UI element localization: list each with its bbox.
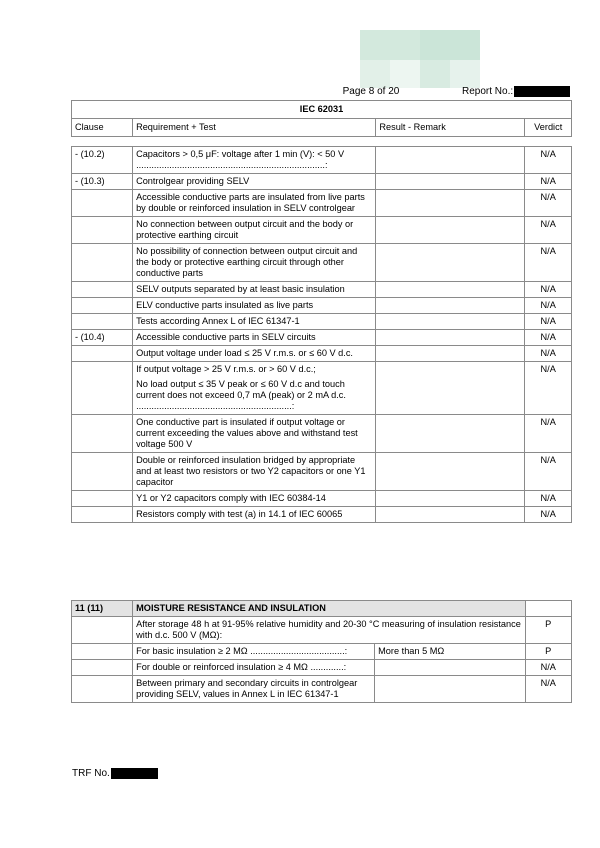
result-cell [376, 298, 525, 314]
requirement-text: One conductive part is insulated if output voltage or current exceeding the values above and withstand test voltage 500 V [136, 417, 358, 449]
table-row [72, 190, 572, 217]
table-row [72, 644, 572, 660]
requirement-cell [133, 676, 375, 703]
watermark-logo [360, 30, 480, 88]
clause-cell [72, 217, 133, 244]
verdict-cell: N/A [525, 174, 572, 190]
requirement-text: For basic insulation ≥ 2 MΩ .....................................: [136, 646, 348, 656]
requirement-text: Accessible conductive parts in SELV circuits [136, 332, 316, 342]
requirement-text: After storage 48 h at 91-95% relative humidity and 20-30 °C measuring of insulation resistance with d.c. 500 V (MΩ): [136, 619, 521, 640]
requirement-text: No possibility of connection between output circuit and the body or protective earthing circuit through other conductive parts [136, 246, 358, 278]
requirement-cell [133, 507, 376, 523]
column-header-clause: Clause [72, 119, 133, 137]
verdict-cell: N/A [525, 507, 572, 523]
verdict-cell: N/A [525, 491, 572, 507]
verdict-cell: N/A [525, 453, 572, 491]
clause-cell [72, 346, 133, 362]
table-title: IEC 62031 [72, 101, 572, 119]
redacted-report-number [514, 86, 570, 97]
clause-cell [72, 453, 133, 491]
clause-cell [72, 676, 133, 703]
clause-cell [72, 415, 133, 453]
requirement-text: If output voltage > 25 V r.m.s. or > 60 V d.c.; [136, 364, 316, 374]
verdict-cell: P [525, 617, 572, 644]
requirement-cell [133, 362, 376, 415]
clause-cell: - (10.3) [72, 174, 133, 190]
result-cell [376, 330, 525, 346]
clause-cell: - (10.2) [72, 147, 133, 174]
requirement-text: No connection between output circuit and the body or protective earthing circuit [136, 219, 354, 240]
clause-cell [72, 362, 133, 415]
requirement-cell [133, 298, 376, 314]
requirement-cell [133, 330, 376, 346]
requirement-text: Capacitors > 0,5 μF: voltage after 1 min (V): < 50 V ..........................................................................: [136, 149, 345, 170]
requirement-text: Accessible conductive parts are insulated from live parts by double or reinforced insulation in SELV controlgear [136, 192, 365, 213]
requirement-text: Double or reinforced insulation bridged by appropriate and at least two resistors or two Y2 capacitors or one Y1 capacitor [136, 455, 366, 487]
section-header-row [72, 601, 572, 617]
requirement-cell [133, 314, 376, 330]
requirement-text: Tests according Annex L of IEC 61347-1 [136, 316, 300, 326]
result-cell: More than 5 MΩ [375, 644, 525, 660]
trf-label: TRF No. [72, 768, 110, 779]
verdict-cell: N/A [525, 147, 572, 174]
verdict-cell: N/A [525, 298, 572, 314]
section-clause: 11 (11) [72, 601, 133, 617]
result-cell [376, 282, 525, 298]
requirement-cell [133, 453, 376, 491]
report-number-label: Report No.: [462, 86, 514, 97]
column-header-result: Result - Remark [376, 119, 525, 137]
requirement-cell [133, 282, 376, 298]
page-header [72, 86, 572, 100]
requirement-text: SELV outputs separated by at least basic insulation [136, 284, 345, 294]
footer-trf [72, 768, 110, 779]
clause-cell [72, 644, 133, 660]
requirement-cell [133, 644, 375, 660]
table-row [72, 415, 572, 453]
requirement-cell [133, 190, 376, 217]
table-row [72, 617, 572, 644]
requirement-text: Resistors comply with test (a) in 14.1 of IEC 60065 [136, 509, 343, 519]
moisture-section-table [71, 600, 572, 703]
result-cell [376, 507, 525, 523]
result-cell [376, 314, 525, 330]
table-row [72, 244, 572, 282]
clause-cell [72, 244, 133, 282]
result-cell [376, 453, 525, 491]
verdict-cell: N/A [525, 330, 572, 346]
clause-cell [72, 507, 133, 523]
table-row [72, 314, 572, 330]
verdict-cell: N/A [525, 415, 572, 453]
requirement-cell [133, 415, 376, 453]
clause-cell [72, 298, 133, 314]
requirement-cell [133, 244, 376, 282]
requirement-text-continued: No load output ≤ 35 V peak or ≤ 60 V d.c and touch current does not exceed 0,7 mA (peak) or 2 mA d.c. .............................................................: [136, 379, 346, 411]
redacted-trf-number [111, 768, 158, 779]
requirement-cell [133, 217, 376, 244]
clause-cell [72, 190, 133, 217]
table-row [72, 660, 572, 676]
result-cell [376, 346, 525, 362]
table-row [72, 507, 572, 523]
result-cell [376, 362, 525, 415]
requirement-cell [133, 617, 525, 644]
table-row [72, 330, 572, 346]
requirement-text: Between primary and secondary circuits in controlgear providing SELV, values in Annex L in IEC 61347-1 [136, 678, 358, 699]
section-title: MOISTURE RESISTANCE AND INSULATION [133, 601, 525, 617]
verdict-cell: N/A [525, 362, 572, 415]
requirement-cell [133, 491, 376, 507]
verdict-cell: N/A [525, 217, 572, 244]
verdict-cell: N/A [525, 346, 572, 362]
requirement-text: Output voltage under load ≤ 25 V r.m.s. or ≤ 60 V d.c. [136, 348, 353, 358]
result-cell [376, 244, 525, 282]
result-cell [376, 147, 525, 174]
table-row [72, 174, 572, 190]
table-row [72, 453, 572, 491]
verdict-cell: N/A [525, 314, 572, 330]
requirement-text: Controlgear providing SELV [136, 176, 250, 186]
result-cell [375, 676, 525, 703]
requirement-cell [133, 346, 376, 362]
clause-cell [72, 282, 133, 298]
table-row [72, 491, 572, 507]
requirement-cell [133, 147, 376, 174]
column-header-requirement: Requirement + Test [133, 119, 376, 137]
page-number: Page 8 of 20 [342, 86, 400, 97]
verdict-cell: N/A [525, 190, 572, 217]
requirement-text: ELV conductive parts insulated as live parts [136, 300, 314, 310]
table-row [72, 298, 572, 314]
result-cell [376, 491, 525, 507]
clause-cell [72, 660, 133, 676]
test-report-table [71, 100, 572, 523]
table-row [72, 346, 572, 362]
clause-cell [72, 617, 133, 644]
column-header-verdict: Verdict [525, 119, 572, 137]
clause-cell: - (10.4) [72, 330, 133, 346]
verdict-cell: P [525, 644, 572, 660]
table-row [72, 217, 572, 244]
result-cell [376, 415, 525, 453]
requirement-cell [133, 660, 375, 676]
table-row [72, 676, 572, 703]
clause-cell [72, 314, 133, 330]
table-row [72, 147, 572, 174]
verdict-cell: N/A [525, 244, 572, 282]
result-cell [376, 217, 525, 244]
requirement-text: Y1 or Y2 capacitors comply with IEC 60384-14 [136, 493, 326, 503]
table-row [72, 282, 572, 298]
result-cell [375, 660, 525, 676]
requirement-cell [133, 174, 376, 190]
result-cell [376, 190, 525, 217]
verdict-cell: N/A [525, 660, 572, 676]
result-cell [376, 174, 525, 190]
clause-cell [72, 491, 133, 507]
requirement-text: For double or reinforced insulation ≥ 4 MΩ .............: [136, 662, 347, 672]
table-row [72, 362, 572, 415]
verdict-cell: N/A [525, 676, 572, 703]
verdict-cell: N/A [525, 282, 572, 298]
